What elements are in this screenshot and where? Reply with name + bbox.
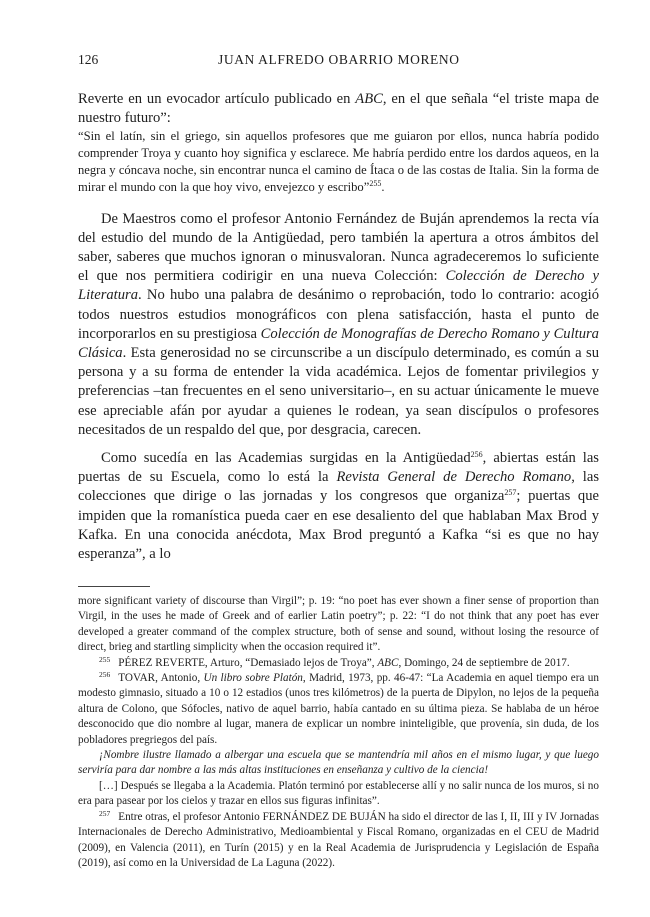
- footnote-257: [78, 810, 599, 872]
- fn257-text-1: Entre otras, el profesor Antonio: [118, 810, 263, 823]
- fn255-text-2: , Domingo, 24 de septiembre de 2017.: [398, 656, 570, 669]
- p1-text-3: . Esta generosidad no se circunscribe a un discípulo determinado, es común a su persona y a su forma de entender la vida académica. Lejos de fomentar privilegios y preferencias –tan frecuentes en el seno universitario–, en su actuar únicamente le mueve ese apreciable afán por ayudar a quienes le rodean, ya sean discípulos o profesores necesitados de un respaldo del que, por desgracia, carecen.: [78, 345, 599, 438]
- fn256-book-title: Un libro sobre Platón: [203, 672, 303, 685]
- footnote-255: [78, 656, 599, 671]
- running-head-author: JUAN ALFREDO OBARRIO MORENO: [218, 52, 460, 67]
- footnote-separator: [78, 586, 150, 587]
- fn257-name: FERNÁNDEZ DE BUJÁN: [262, 810, 386, 823]
- intro-paragraph: [78, 90, 599, 128]
- footnote-number-257: 257: [99, 808, 111, 818]
- footnote-256: [78, 671, 599, 748]
- fn255-abc: ABC: [377, 656, 399, 669]
- footnote-ref-255: 255: [369, 178, 382, 188]
- p2-text-3: , las colecciones que dirige o las jornadas y los congresos que organiza: [78, 469, 599, 505]
- p2-text-2: , abiertas están las puertas de su Escuela, como lo está la: [78, 450, 599, 486]
- p2-text-1: Como sucedía en las Academias surgidas en la Antigüedad: [101, 450, 471, 467]
- footnote-number-255: 255: [99, 654, 111, 664]
- quote-end: .: [381, 179, 385, 194]
- fn256-italic-text: ¡Nombre ilustre llamado a albergar una escuela que se mantendría mil años en el mismo lugar, y que luego serviría para dar nombre a las más altas instituciones en enseñanza y cultivo de la ciencia!: [78, 749, 599, 777]
- page-number: 126: [78, 52, 99, 67]
- paragraph-maestros: [78, 210, 599, 440]
- intro-text-2: , en el que señala “el triste mapa de nuestro futuro”:: [78, 91, 599, 127]
- p1-collection-2: Colección de Monografías de Derecho Romano y Cultura Clásica: [78, 325, 599, 362]
- p2-journal: Revista General de Derecho Romano: [336, 469, 572, 486]
- footnotes: [78, 594, 599, 871]
- p1-text-1: De Maestros como el profesor Antonio Fernández de Buján aprendemos la recta vía del estudio del mundo de la Antigüedad, pero también la apertura a otros ámbitos del saber, saberes que muchos ignoran o minusvaloran. Nunca agradeceremos lo suficiente el que nos permitiera codirigir en una nueva Colección:: [78, 210, 599, 285]
- footnote-number-256: 256: [99, 670, 111, 680]
- p1-collection-1: Colección de Derecho y Literatura: [78, 268, 599, 304]
- footnote-256-continuation: […] Después se llegaba a la Academia. Platón terminó por establecerse allí y no salir nunca de los muros, si no era para pasear por los cielos y trazar en ellos sus figuras infinitas”.: [78, 779, 599, 808]
- p2-text-4: ; puertas que impiden que la romanística pueda caer en ese desaliento del que hablaban Max Brod y Kafka. En una conocida anécdota, Max Brod preguntó a Kafka “si es que no hay esperanza”, a lo: [78, 488, 599, 563]
- fn255-text-1: PÉREZ REVERTE, Arturo, “Demasiado lejos de Troya”,: [118, 656, 378, 669]
- fn256-text-2: , Madrid, 1973, pp. 46-47: “La Academia en aquel tiempo era un modesto gimnasio, situado a 10 o 12 estadios (unos tres kilómetros) de la puerta de Dipylon, no lejos de la pequeña altura de Colono, que Sófocles, nativo de aquel barrio, había cantado en su última pieza. Se hablaba de un héroe desconocido que dio nombre al lugar, manera de explicar un nombre ininteligible, que provenía, sin duda, de los pobladores pregriegos del país.: [78, 672, 599, 746]
- footnote-256-italic-line: [78, 748, 599, 779]
- fn257-text-2: ha sido el director de las I, II, III y IV Jornadas Internacionales de Derecho Administrativo, Medioambiental y Fiscal Romano, organizadas en el CEU de Madrid (2009), en Valencia (2011), en Turín (2015) y en la Real Academia de Jurisprudencia y Legislación de España (2019), así como en la Universidad de La Laguna (2022).: [78, 810, 599, 869]
- fn256-text-1: TOVAR, Antonio,: [118, 672, 204, 685]
- main-text: [78, 90, 599, 564]
- block-quote: [78, 128, 599, 195]
- footnote-continuation: more significant variety of discourse than Virgil”; p. 19: “no poet has ever shown a finer sense of proportion than Virgil, in the uses he made of Greek and of earlier Latin poetry”; p. 22: “I do not think that any poet has ever developed a greater command of the complex structure, both of sense and sound, without losing the resource of direct, brieg and startling simplicity when the occasion required it”.: [78, 595, 599, 654]
- intro-text-1: Reverte en un evocador artículo publicado en: [78, 91, 356, 107]
- quote-text: “Sin el latín, sin el griego, sin aquellos profesores que me guiaron por ellos, nunca habría podido comprender Troya y cuanto hoy significa y esclarece. Me habría perdido entre los dardos aqueos, en la negra y cóncava noche, sin encontrar nunca el camino de Ítaca o de las costas de Italia. Sin la forma de mirar el mundo con la que hoy vivo, envejezco y escribo”: [78, 129, 599, 194]
- footnote-ref-256: 256: [470, 450, 483, 460]
- intro-abc: ABC: [355, 91, 383, 107]
- p1-text-2: . No hubo una palabra de desánimo o reprobación, todo lo contrario: acogió todos nuestros estudios monográficos con plena satisfacción, hasta el punto de incorporarlos en su prestigiosa: [78, 287, 599, 342]
- running-header: [78, 52, 599, 72]
- footnote-ref-257: 257: [504, 488, 517, 498]
- paragraph-academias: [78, 449, 599, 564]
